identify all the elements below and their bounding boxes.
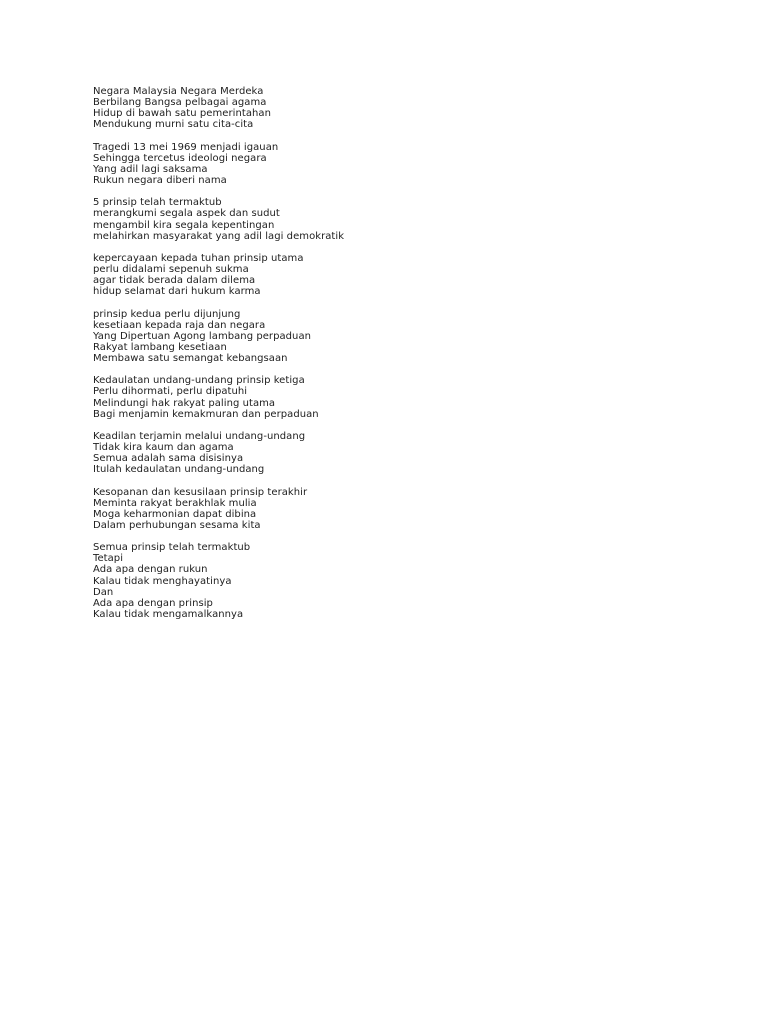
poem-line: Tidak kira kaum dan agama <box>93 442 234 454</box>
poem-line: mengambil kira segala kepentingan <box>93 219 275 231</box>
poem-line: Berbilang Bangsa pelbagai agama <box>93 97 267 109</box>
poem-line: Dan <box>93 586 114 598</box>
poem-line: melahirkan masyarakat yang adil lagi demokratik <box>93 230 345 242</box>
poem-line: Dalam perhubungan sesama kita <box>93 520 261 531</box>
poem-line: Perlu dihormati, perlu dipatuhi <box>93 386 248 398</box>
poem-line: prinsip kedua perlu dijunjung <box>93 308 241 320</box>
poem-line: Semua prinsip telah termaktub <box>93 542 251 554</box>
poem-line: Negara Malaysia Negara Merdeka <box>93 86 264 97</box>
poem-line: Kedaulatan undang-undang prinsip ketiga <box>93 375 305 387</box>
poem-line: Meminta rakyat berakhlak mulia <box>93 497 257 509</box>
poem-line: Semua adalah sama disisinya <box>93 453 244 465</box>
poem-stanza <box>93 431 693 476</box>
poem-line: Itulah kedaulatan undang-undang <box>93 464 265 476</box>
poem-line: kepercayaan kepada tuhan prinsip utama <box>93 252 304 264</box>
poem-line: Melindungi hak rakyat paling utama <box>93 397 276 409</box>
poem-line: 5 prinsip telah termaktub <box>93 197 222 209</box>
poem-line: Yang Dipertuan Agong lambang perpaduan <box>93 330 312 342</box>
poem-line: Hidup di bawah satu pemerintahan <box>93 108 271 120</box>
poem-stanza <box>93 542 693 620</box>
poem-stanza <box>93 86 693 131</box>
poem-line: Rukun negara diberi nama <box>93 175 227 187</box>
poem-line: Membawa satu semangat kebangsaan <box>93 353 288 365</box>
poem-stanza <box>93 309 693 365</box>
poem-line: Bagi menjamin kemakmuran dan perpaduan <box>93 408 319 420</box>
poem-stanza <box>93 375 693 420</box>
poem-line: kesetiaan kepada raja dan negara <box>93 319 266 331</box>
poem-line: Tetapi <box>93 553 124 565</box>
poem-line: perlu didalami sepenuh sukma <box>93 264 249 276</box>
poem-stanza <box>93 487 693 532</box>
poem-line: Kalau tidak menghayatinya <box>93 575 232 587</box>
poem-line: merangkumi segala aspek dan sudut <box>93 208 280 220</box>
poem-line: Mendukung murni satu cita-cita <box>93 119 254 131</box>
poem-line: Yang adil lagi saksama <box>93 163 208 175</box>
poem-line: Tragedi 13 mei 1969 menjadi igauan <box>93 141 279 153</box>
poem-line: Kalau tidak mengamalkannya <box>93 609 244 621</box>
poem-body <box>93 86 693 631</box>
poem-line: Ada apa dengan rukun <box>93 564 208 576</box>
poem-stanza <box>93 253 693 298</box>
poem-line: Moga keharmonian dapat dibina <box>93 508 257 520</box>
poem-line: Rakyat lambang kesetiaan <box>93 341 227 353</box>
poem-line: Ada apa dengan prinsip <box>93 597 213 609</box>
poem-stanza <box>93 142 693 187</box>
poem-line: Sehingga tercetus ideologi negara <box>93 152 267 164</box>
poem-line: hidup selamat dari hukum karma <box>93 286 261 298</box>
poem-line: agar tidak berada dalam dilema <box>93 275 256 287</box>
poem-line: Keadilan terjamin melalui undang-undang <box>93 430 306 442</box>
poem-line: Kesopanan dan kesusilaan prinsip terakhir <box>93 486 308 498</box>
poem-stanza <box>93 197 693 242</box>
